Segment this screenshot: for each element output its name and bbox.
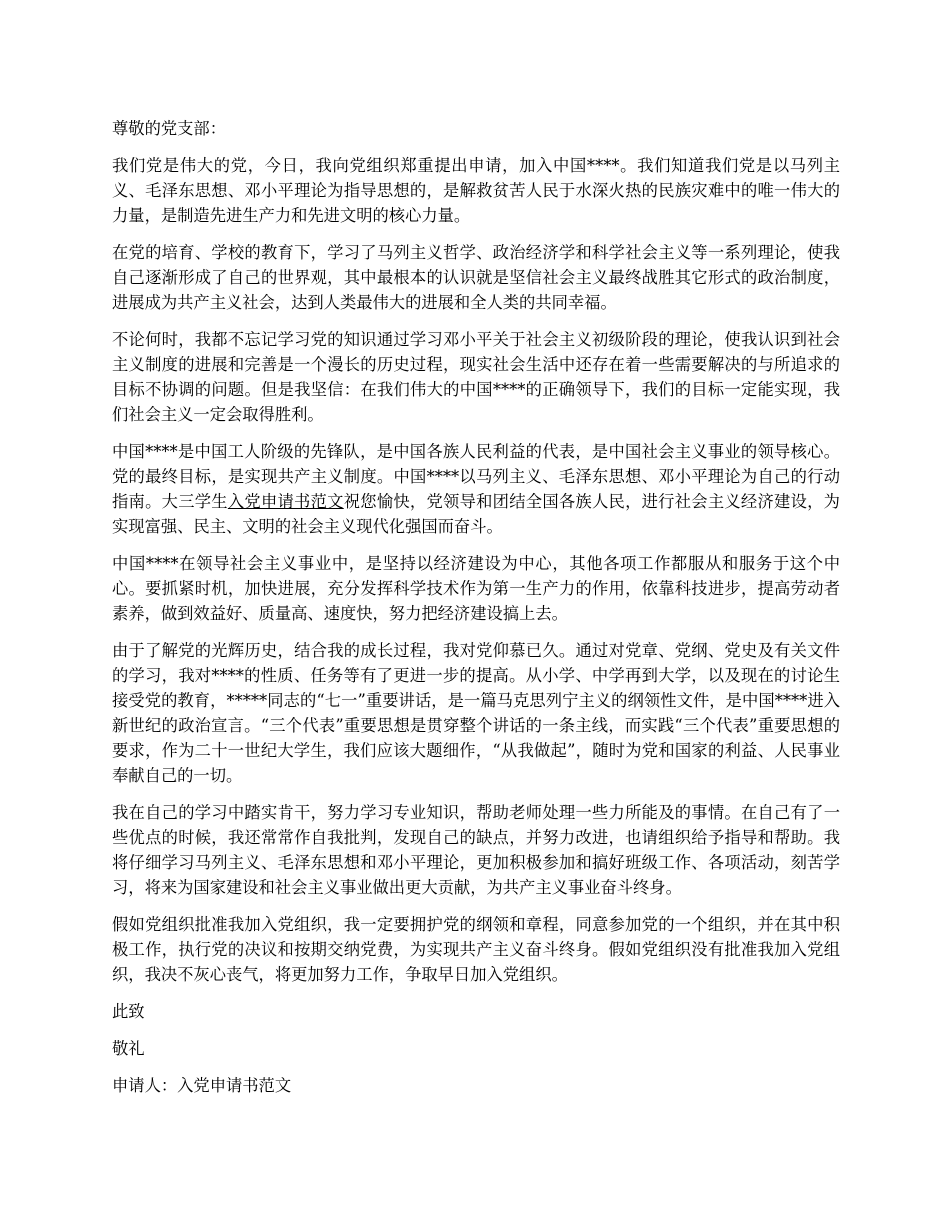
paragraph-3: 不论何时，我都不忘记学习党的知识通过学习邓小平关于社会主义初级阶段的理论，使我认识到社会主义制度的进展和完善是一个漫长的历史过程，现实社会生活中还存在着一些需要解决的与所追求的目标不协调的问题。但是我坚信：在我们伟大的中国****的正确领导下，我们的目标一定能实现，我们社会主义一定会取得胜利。: [112, 330, 840, 424]
signature: 申请人：入党申请书范文: [112, 1076, 292, 1095]
paragraph-4: [112, 439, 840, 539]
paragraph-5: 中国****在领导社会主义事业中，是坚持以经济建设为中心，其他各项工作都服从和服务于这个中心。要抓紧时机，加快进展，充分发挥科学技术作为第一生产力的作用，依靠科技进步，提高劳动者素养，做到效益好、质量高、速度快，努力把经济建设搞上去。: [112, 554, 840, 623]
paragraph-2: 在党的培育、学校的教育下，学习了马列主义哲学、政治经济学和科学社会主义等一系列理论，使我自己逐渐形成了自己的世界观，其中最根本的认识就是坚信社会主义最终战胜其它形式的政治制度，进展成为共产主义社会，达到人类最伟大的进展和全人类的共同幸福。: [112, 243, 840, 312]
paragraph-6: 由于了解党的光辉历史，结合我的成长过程，我对党仰慕已久。通过对党章、党纲、党史及有关文件的学习，我对****的性质、任务等有了更进一步的提高。从小学、中学再到大学，以及现在的讨论生接受党的教育，*****同志的“七一”重要讲话，是一篇马克思列宁主义的纲领性文件，是中国****进入新世纪的政治宣言。“三个代表”重要思想是贯穿整个讲话的一条主线，而实践“三个代表”重要思想的要求，作为二十一世纪大学生，我们应该大题细作，“从我做起”，随时为党和国家的利益、人民事业奉献自己的一切。: [112, 641, 840, 785]
paragraph-1: 我们党是伟大的党，今日，我向党组织郑重提出申请，加入中国****。我们知道我们党是以马列主义、毛泽东思想、邓小平理论为指导思想的，是解救贫苦人民于水深火热的民族灾难中的唯一伟大的力量，是制造先进生产力和先进文明的核心力量。: [112, 156, 840, 225]
paragraph-4-text-after: 祝您愉快，党领导和团结全国各族人民，进行社会主义经济建设，为实现富强、民主、文明的社会主义现代化强国而奋斗。: [112, 492, 840, 536]
application-sample-link[interactable]: 入党申请书范文: [227, 492, 344, 511]
closing-line-2: 敬礼: [112, 1039, 145, 1058]
salutation: 尊敬的党支部：: [112, 119, 226, 138]
paragraph-4-text-before: 中国****是中国工人阶级的先锋队，是中国各族人民利益的代表，是中国社会主义事业的领导核心。党的最终目标，是实现共产主义制度。中国****以马列主义、毛泽东思想、邓小平理论为自己的行动指南。大三学生: [112, 442, 840, 511]
paragraph-7: 我在自己的学习中踏实肯干，努力学习专业知识，帮助老师处理一些力所能及的事情。在自己有了一些优点的时候，我还常常作自我批判，发现自己的缺点，并努力改进，也请组织给予指导和帮助。我将仔细学习马列主义、毛泽东思想和邓小平理论，更加积极参加和搞好班级工作、各项活动，刻苦学习，将来为国家建设和社会主义事业做出更大贡献，为共产主义事业奋斗终身。: [112, 803, 840, 897]
document-page: [112, 116, 840, 1110]
closing-line-1: 此致: [112, 1002, 145, 1021]
paragraph-8: 假如党组织批准我加入党组织，我一定要拥护党的纲领和章程，同意参加党的一个组织，并在其中积极工作，执行党的决议和按期交纳党费，为实现共产主义奋斗终身。假如党组织没有批准我加入党组织，我决不灰心丧气，将更加努力工作，争取早日加入党组织。: [112, 915, 840, 984]
